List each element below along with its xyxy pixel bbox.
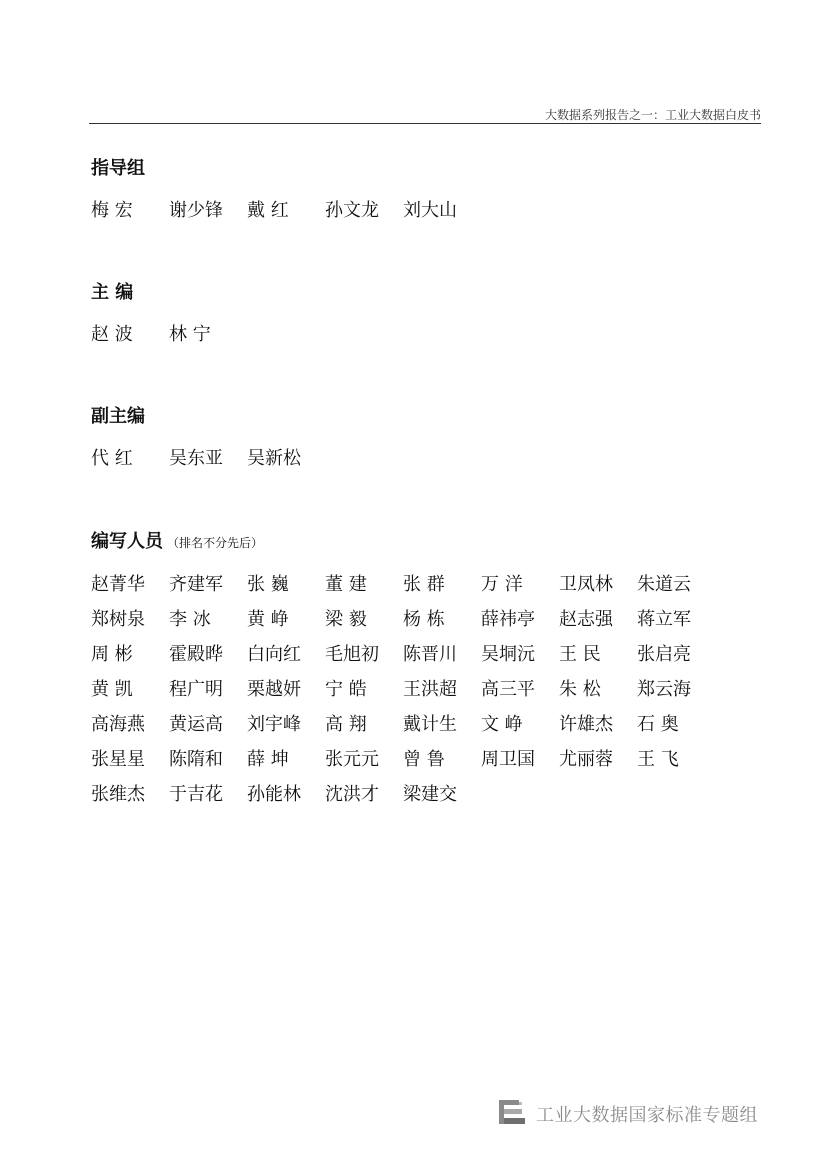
page-header: [89, 104, 761, 124]
author-name: 黄运高: [169, 714, 223, 735]
author-name: 王 民: [559, 644, 601, 665]
guidance-names: [91, 198, 481, 224]
author-name: 宁 皓: [325, 679, 367, 700]
stacked-layers-logo-icon: [497, 1097, 527, 1127]
author-name: 卫凤林: [559, 574, 613, 595]
author-name: 郑树泉: [91, 609, 145, 630]
author-name: 黄 峥: [247, 609, 289, 630]
author-name: 郑云海: [637, 679, 691, 700]
author-name: 刘宇峰: [247, 714, 301, 735]
author-name: 李 冰: [169, 609, 211, 630]
authors-heading-label: 编写人员: [91, 531, 163, 552]
author-name: 白向红: [247, 644, 301, 665]
authors-row: [91, 607, 731, 633]
authors-row: [91, 642, 731, 668]
author-name: 薛祎亭: [481, 609, 535, 630]
author-name: 高海燕: [91, 714, 145, 735]
author-name: 孙能林: [247, 784, 301, 805]
authors-grid: [91, 572, 731, 817]
author-name: 王洪超: [403, 679, 457, 700]
section-heading-deputy-editor: 副主编: [91, 406, 145, 427]
authors-row: [91, 747, 731, 773]
name: 谢少锋: [169, 200, 223, 221]
author-name: 周卫国: [481, 749, 535, 770]
author-name: 梁 毅: [325, 609, 367, 630]
name: 赵 波: [91, 324, 133, 345]
author-name: 栗越妍: [247, 679, 301, 700]
section-heading-chief-editor: 主 编: [91, 282, 134, 303]
author-name: 薛 坤: [247, 749, 289, 770]
authors-row: [91, 572, 731, 598]
footer-organization-text: 工业大数据国家标准专题组: [536, 1105, 758, 1126]
author-name: 曾 鲁: [403, 749, 445, 770]
author-name: 周 彬: [91, 644, 133, 665]
author-name: 程广明: [169, 679, 223, 700]
authors-row: [91, 782, 731, 808]
author-name: 张 群: [403, 574, 445, 595]
name: 代 红: [91, 448, 133, 469]
name: 林 宁: [169, 324, 211, 345]
author-name: 张启亮: [637, 644, 691, 665]
author-name: 于吉花: [169, 784, 223, 805]
author-name: 王 飞: [637, 749, 679, 770]
author-name: 张星星: [91, 749, 145, 770]
author-name: 尤丽蓉: [559, 749, 613, 770]
author-name: 万 洋: [481, 574, 523, 595]
author-name: 戴计生: [403, 714, 457, 735]
author-name: 赵志强: [559, 609, 613, 630]
author-name: 沈洪才: [325, 784, 379, 805]
author-name: 陈隋和: [169, 749, 223, 770]
author-name: 梁建交: [403, 784, 457, 805]
authors-row: [91, 677, 731, 703]
author-name: 张 巍: [247, 574, 289, 595]
author-name: 许雄杰: [559, 714, 613, 735]
name: 孙文龙: [325, 200, 379, 221]
author-name: 蒋立军: [637, 609, 691, 630]
authors-row: [91, 712, 731, 738]
author-name: 陈晋川: [403, 644, 457, 665]
author-name: 高三平: [481, 679, 535, 700]
author-name: 赵菁华: [91, 574, 145, 595]
name: 戴 红: [247, 200, 289, 221]
header-title: 大数据系列报告之一：工业大数据白皮书: [544, 108, 761, 122]
author-name: 高 翔: [325, 714, 367, 735]
author-name: 杨 栋: [403, 609, 445, 630]
authors-heading-note: （排名不分先后）: [167, 536, 264, 550]
section-heading-authors: [91, 530, 263, 555]
author-name: 毛旭初: [325, 644, 379, 665]
deputy-editor-names: [91, 446, 325, 472]
section-heading-guidance: 指导组: [91, 158, 145, 179]
author-name: 朱道云: [637, 574, 691, 595]
author-name: 朱 松: [559, 679, 601, 700]
author-name: 黄 凯: [91, 679, 133, 700]
name: 梅 宏: [91, 200, 133, 221]
name: 吴东亚: [169, 448, 223, 469]
author-name: 文 峥: [481, 714, 523, 735]
author-name: 吴垌沅: [481, 644, 535, 665]
author-name: 董 建: [325, 574, 367, 595]
chief-editor-names: [91, 322, 247, 348]
name: 刘大山: [403, 200, 457, 221]
author-name: 霍殿晔: [169, 644, 223, 665]
author-name: 张维杰: [91, 784, 145, 805]
author-name: 张元元: [325, 749, 379, 770]
name: 吴新松: [247, 448, 301, 469]
author-name: 石 奥: [637, 714, 679, 735]
author-name: 齐建军: [169, 574, 223, 595]
